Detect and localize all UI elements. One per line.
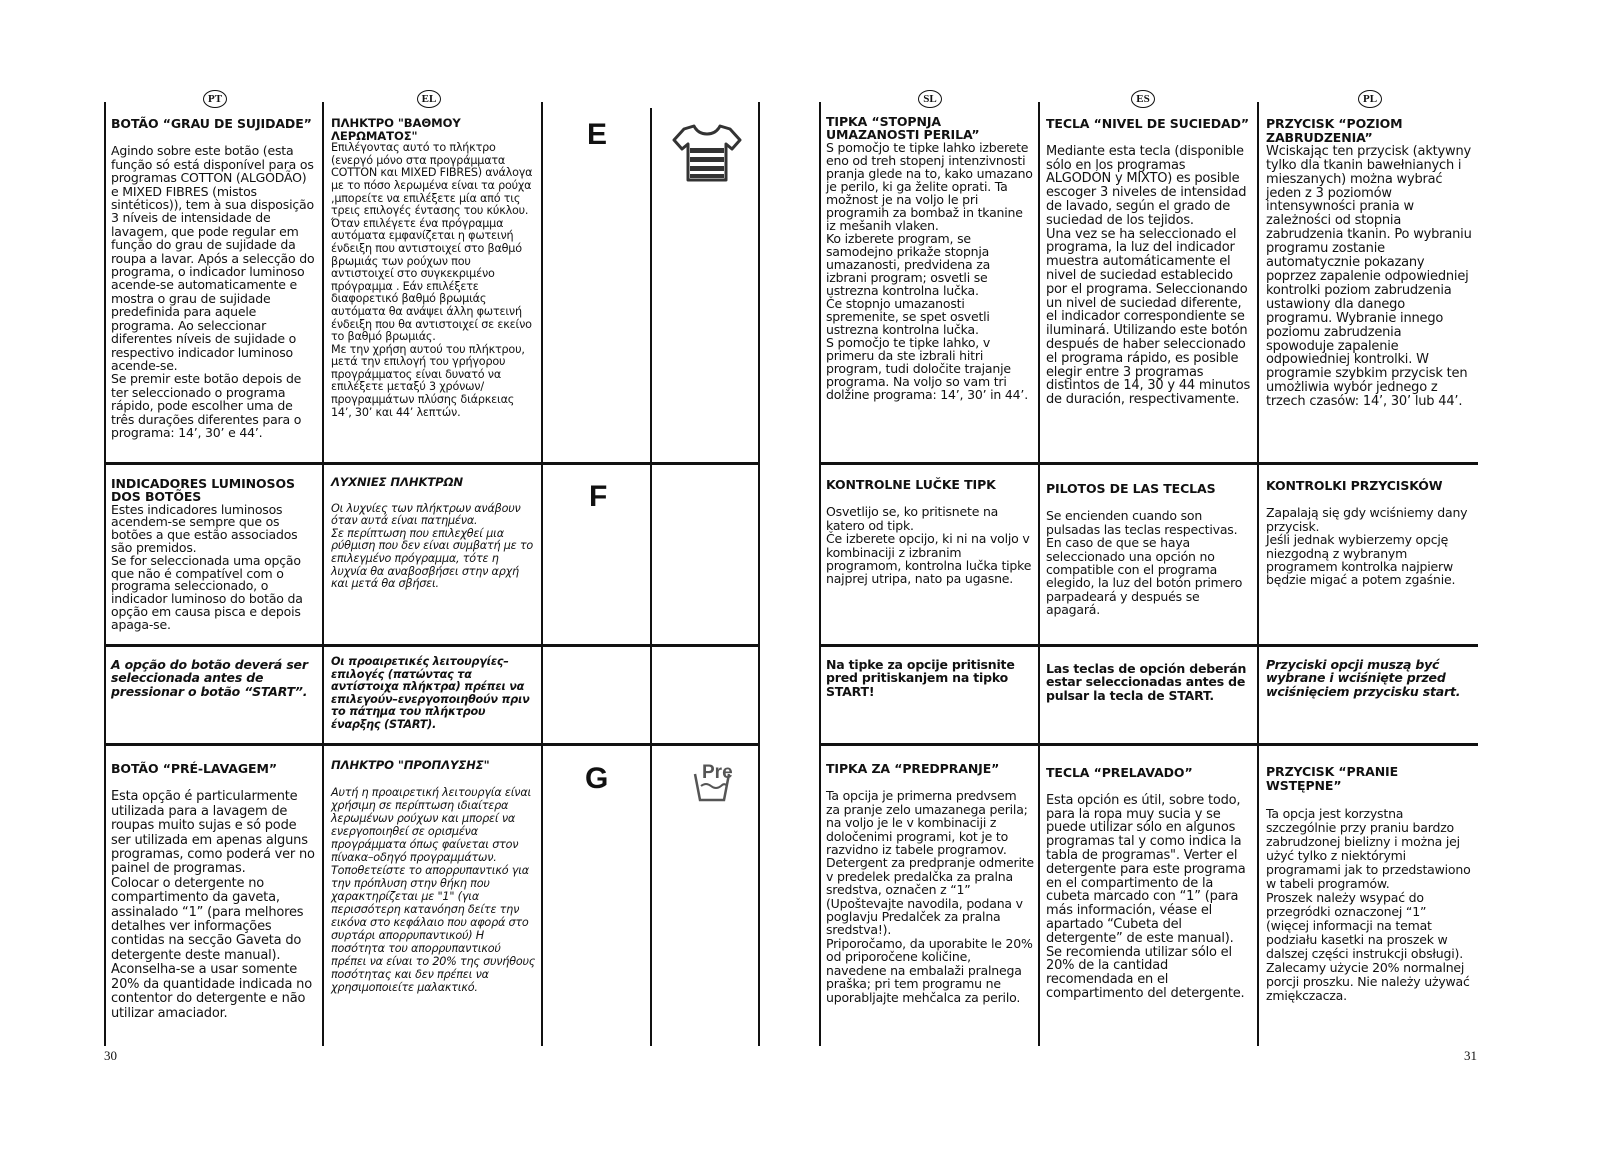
column-divider	[104, 102, 106, 1046]
es-r3-body: Las teclas de opción deberán estar seleccionadas antes de pulsar la tecla de START.	[1046, 661, 1247, 703]
sl-row3	[826, 658, 1034, 698]
column-divider	[650, 108, 652, 1046]
prewash-basin-icon	[692, 764, 744, 804]
sl-r3-body: Na tipke za opcije pritisnite pred pritiskanjem na tipko START!	[826, 657, 1015, 699]
column-divider	[322, 102, 324, 1046]
el-r3-body: Οι προαιρετικές λειτουργίες– επιλογές (πατώντας τα αντίστοιχα πλήκτρα) πρέπει να επιλεγούν–ενεργοποιηθούν πριν το πάτημα του πλήκτρου έναρξης (START).	[331, 655, 530, 731]
es-r4-title: TECLA “PRELAVADO”	[1046, 765, 1193, 780]
el-r2-body: Οι λυχνίες των πλήκτρων ανάβουν όταν αυτά είναι πατημένα. Σε περίπτωση που επιλεχθεί μια ρύθμιση που δεν είναι συμβατή με το επιλεγμένο πρόγραμμα, τότε η λυχνία θα αναβοσβήσει στην αρχή και μετά θα σβήσει.	[331, 501, 534, 591]
pt-row4	[111, 762, 317, 1021]
pt-r1-title: BOTÃO “GRAU DE SUJIDADE”	[111, 116, 312, 131]
lang-badge-pt: PT	[203, 90, 227, 108]
pl-row2	[1266, 479, 1472, 587]
el-row1	[331, 117, 536, 419]
soil-level-shirt-icon	[672, 124, 742, 182]
lang-badge-el: EL	[417, 90, 441, 108]
prewash-label: Pre	[702, 762, 733, 783]
row-divider	[819, 644, 1478, 647]
pt-row2	[111, 478, 317, 632]
es-r2-body: Se encienden cuando son pulsadas las teclas respectivas. En caso de que se haya seleccionado una opción no compatible con el programa elegido, la luz del botón primero parpadeará y después se apagará.	[1046, 508, 1243, 618]
sl-r4-title: TIPKA ZA “PREDPRANJE”	[826, 761, 1000, 776]
section-letter-e: E	[587, 118, 608, 151]
sl-r2-title: KONTROLNE LUČKE TIPK	[826, 477, 996, 492]
section-letter-g: G	[585, 762, 609, 795]
pl-r2-title: KONTROLKI PRZYCISKÓW	[1266, 478, 1443, 493]
row-divider	[104, 743, 760, 746]
column-divider	[1038, 102, 1040, 1046]
es-r1-title: TECLA “NIVEL DE SUCIEDAD”	[1046, 116, 1250, 131]
lang-badge-es: ES	[1131, 90, 1155, 108]
el-row3	[331, 656, 536, 732]
page-number-right: 31	[1464, 1048, 1477, 1063]
pt-r4-title: BOTÃO “PRÉ-LAVAGEM”	[111, 761, 277, 776]
pt-r4-body: Esta opção é particularmente utilizada para a lavagem de roupas muito sujas e só pode ser utilizada em apenas alguns programas, como poderá ver no painel de programas. Colocar o detergente no compartimento da gaveta, assinalado “1” (para melhores detalhes ver informações contidas na secção Gaveta do detergente deste manual). Aconselha-se a usar somente 20% da quantidade indicada no contentor do detergente e não utilizar amaciador.	[111, 789, 315, 1021]
column-divider	[819, 102, 821, 1046]
pl-r1-body: Wciskając ten przycisk (aktywny tylko dla tkanin bawełnianych i mieszanych) można wybrać jeden z 3 poziomów intensywności prania w zależności od stopnia zabrudzenia tkanin. Po wybraniu programu zostanie automatycznie pokazany poprzez zapalenie odpowiedniej kontrolki poziom zabrudzenia ustawiony dla danego programu. Wybranie innego poziomu zabrudzenia spowoduje zapalenie odpowiedniej kontrolki. W programie szybkim przycisk ten umożliwia wybór jednego z trzech czasów: 14’, 30’ lub 44’.	[1266, 143, 1472, 410]
sl-row2	[826, 478, 1034, 586]
es-row1	[1046, 117, 1252, 407]
page-number-left: 30	[104, 1048, 117, 1063]
pt-r3-body: A opção do botão deverá ser seleccionada antes de pressionar o botão “START”.	[111, 657, 308, 699]
pt-r2-title: INDICADORES LUMINOSOS DOS BOTÕES	[111, 476, 295, 504]
pl-r4-body: Ta opcja jest korzystna szczególnie przy praniu bardzo zabrudzonej bielizny i można jej użyć tylko z niektórymi programami jak to przedstawiono w tabeli programów. Proszek należy wsypać do przegródki oznaczonej “1” (więcej informacji na temat podziału kasetki na proszek w dalszej części instrukcji obsługi). Zalecamy użycie 20% normalnej porcji proszku. Nie należy używać zmiękczacza.	[1266, 806, 1471, 1003]
sl-r2-body: Osvetlijo se, ko pritisnete na katero od tipk. Če izberete opcijo, ki ni na voljo v kombinaciji z izbranim programom, kontrolna lučka tipke najprej utripa, nato pa ugasne.	[826, 504, 1032, 587]
column-divider	[758, 102, 760, 1046]
el-r4-body: Αυτή η προαιρετική λειτουργία είναι χρήσιμη σε περίπτωση ιδιαίτερα λερωμένων ρούχων και μπορεί να ενεργοποιηθεί σε ορισμένα προγράμματα όπως φαίνεται στον πίνακα–οδηγό προγραμμάτων. Τοποθετείστε το απορρυπαντικό για την πρόπλυση στην θήκη που χαρακτηρίζεται με "1" (για περισσότερη κατανόηση δείτε την εικόνα στο κεφάλαιο που αφορά στο συρτάρι απορρυπαντικού) Η ποσότητα του απορρυπαντικού πρέπει να είναι το 20% της συνήθους ποσότητας και δεν πρέπει να χρησιμοποιείτε μαλακτικό.	[331, 786, 536, 994]
sl-row4	[826, 762, 1034, 1004]
sl-row1	[826, 115, 1034, 401]
el-row2	[331, 476, 536, 591]
pl-r3-body: Przyciski opcji muszą być wybrane i wciśnięte przed wciśnięciem przycisku start.	[1266, 657, 1461, 699]
el-r1-title: ΠΛΗΚΤΡΟ "ΒΑΘΜΟΥ ΛΕΡΩΜΑΤΟΣ"	[331, 116, 461, 143]
es-row3	[1046, 662, 1252, 702]
row-divider	[104, 644, 760, 647]
sl-r4-body: Ta opcija je primerna predvsem za pranje zelo umazanega perila; na voljo je le v kombinaciji z določenimi programi, kot je to razvidno iz tabele programov. Detergent za predpranje odmerite v predelek predalčka za pralna sredstva, označen z “1” (Upoštevajte navodila, podana v poglavju Predalček za pralna sredstva!). Priporočamo, da uporabite le 20% od priporočene količine, navedene na embalaži pralnega praška; pri tem programu ne uporabljajte mehčalca za perilo.	[826, 788, 1034, 1005]
row-divider	[104, 462, 760, 465]
pt-row1	[111, 117, 317, 439]
pt-r1-body: Agindo sobre este botão (esta função só está disponível para os programas COTTON (ALGODÃO) e MIXED FIBRES (mistos sintéticos)), tem à sua disposição 3 níveis de intensidade de lavagem, que pode regular em função do grau de sujidade da roupa a lavar. Após a selecção do programa, o indicador luminoso acende-se automaticamente e mostra o grau de sujidade predefinida para aquele programa. Ao seleccionar diferentes níveis de sujidade o respectivo indicador luminoso acende-se. Se premir este botão depois de ter seleccionado o programa rápido, pode escolher uma de três durações diferentes para o programa: 14’, 30’ e 44’.	[111, 143, 315, 440]
section-letter-f: F	[589, 480, 608, 513]
es-r1-body: Mediante esta tecla (disponible sólo en los programas ALGODÓN y MIXTO) es posible escoger 3 niveles de intensidad de lavado, según el grado de suciedad de los tejidos. Una vez se ha seleccionado el programa, la luz del indicador muestra automáticamente el nivel de suciedad establecido por el programa. Seleccionando un nivel de suciedad diferente, el indicador correspondiente se iluminará. Utilizando este botón después de haber seleccionado el programa rápido, es posible elegir entre 3 programas distintos de 14, 30 y 44 minutos de duración, respectivamente.	[1046, 143, 1251, 408]
el-row4	[331, 759, 536, 994]
column-divider	[1257, 102, 1259, 1046]
lang-badge-pl: PL	[1358, 90, 1382, 108]
pl-r2-body: Zapalają się gdy wciśniemy dany przycisk. Jeśli jednak wybierzemy opcję niezgodną z wybranym programem kontrolka najpierw będzie migać a potem zgaśnie.	[1266, 505, 1468, 588]
sl-r1-title: TIPKA “STOPNJA UMAZANOSTI PERILA”	[826, 114, 980, 142]
el-r1-body: Επιλέγοντας αυτό το πλήκτρο (ενεργό μόνο στα προγράμματα COTTON και MIXED FIBRES) ανάλογα με το πόσο λερωμένα είναι τα ρούχα ,μπορείτε να επιλέξετε μία από τις τρεις επιλογές έντασης του κύκλου. Όταν επιλέγετε ένα πρόγραμμα αυτόματα εμφανίζεται η φωτεινή ένδειξη που αντιστοιχεί στο βαθμό βρωμιάς των ρούχων που αντιστοιχεί στο συγκεκριμένο πρόγραμμα . Εάν επιλέξετε διαφορετικό βαθμό βρωμιάς αυτόματα θα ανάψει άλλη φωτεινή ένδειξη που θα αντιστοιχεί σε εκείνο το βαθμό βρωμιάς. Με την χρήση αυτού του πλήκτρου, μετά την επιλογή του γρήγορου προγράμματος είναι δυνατό να επιλέξετε μεταξύ 3 χρόνων/προγραμμάτων πλύσης διάρκειας 14’, 30’ και 44’ λεπτών.	[331, 141, 533, 419]
row-divider	[819, 462, 1478, 465]
pt-r2-body: Estes indicadores luminosos acendem-se sempre que os botões a que estão associados são premidos. Se for seleccionada uma opção que não é compatível com o programa seleccionado, o indicador luminoso do botão da opção em causa pisca e depois apaga-se.	[111, 501, 303, 632]
el-r4-title: ΠΛΗΚΤΡΟ "ΠΡΟΠΛΥΣΗΣ"	[331, 758, 490, 772]
pl-r1-title: PRZYCISK “POZIOM ZABRUDZENIA”	[1266, 116, 1403, 145]
es-r2-title: PILOTOS DE LAS TECLAS	[1046, 481, 1216, 496]
el-r2-title: ΛΥΧΝΙΕΣ ΠΛΗΚΤΡΩΝ	[331, 475, 463, 489]
pl-r4-title: PRZYCISK “PRANIE WSTĘPNE”	[1266, 764, 1399, 793]
pl-row1	[1266, 117, 1472, 409]
row-divider	[819, 743, 1478, 746]
sl-r1-body: S pomočjo te tipke lahko izberete eno od treh stopenj intenzivnosti pranja glede na to, kako umazano je perilo, ki ga želite oprati. Ta možnost je na voljo le pri programih za bombaž in tkanine iz mešanih vlaken. Ko izberete program, se samodejno prikaže stopnja umazanosti, predvidena za izbrani program; osvetli se ustrezna kontrolna lučka. Če stopnjo umazanosti spremenite, se spet osvetli ustrezna kontrolna lučka. S pomočjo te tipke lahko, v primeru da ste izbrali hitri program, tudi določite trajanje programa. Na voljo so vam tri dolžine programa: 14’, 30’ in 44’.	[826, 140, 1033, 402]
lang-badge-sl: SL	[918, 90, 942, 108]
column-divider	[541, 102, 543, 1046]
es-row2	[1046, 482, 1252, 617]
pl-row4	[1266, 765, 1472, 1003]
es-r4-body: Esta opción es útil, sobre todo, para la ropa muy sucia y se puede utilizar sólo en algunos programas tal y como indica la tabla de programas". Verter el detergente para este programa en el compartimento de la cubeta marcado con “1” (para más información, véase el apartado “Cubeta del detergente” de este manual). Se recomienda utilizar sólo el 20% de la cantidad recomendada en el compartimento del detergente.	[1046, 792, 1246, 1001]
pl-row3	[1266, 658, 1472, 698]
es-row4	[1046, 766, 1252, 1001]
pt-row3	[111, 658, 317, 698]
